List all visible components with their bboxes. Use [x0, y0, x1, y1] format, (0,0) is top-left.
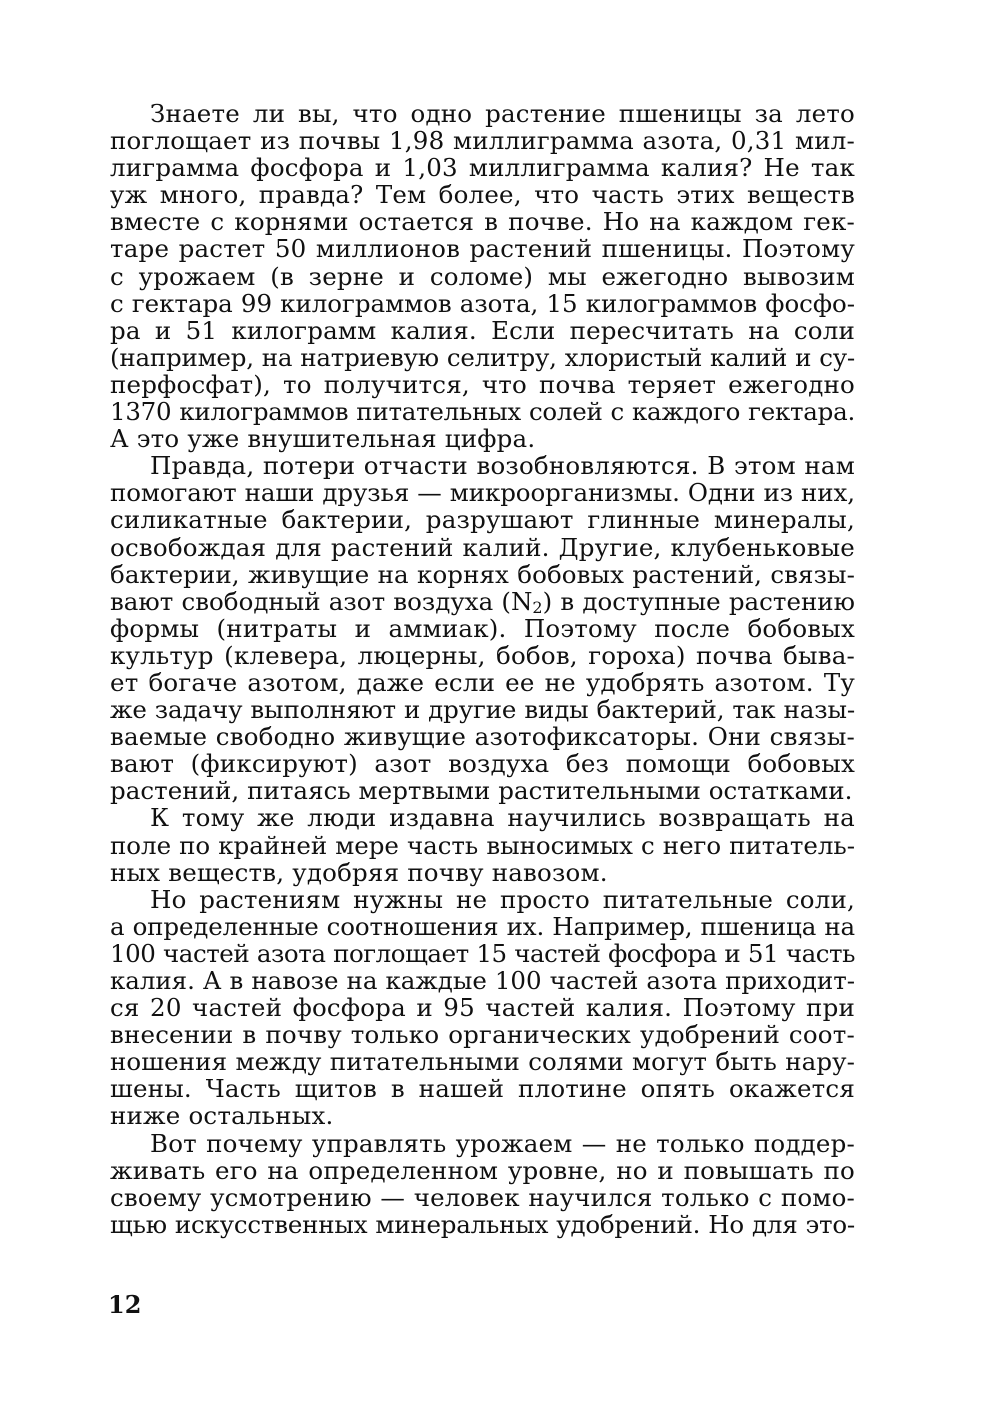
text-segment: ) в доступные растению [542, 586, 855, 616]
text-line: бактерии, живущие на корнях бобовых растений, связы- [110, 559, 855, 589]
text-line: формы (нитраты и аммиак). Поэтому после бобовых [110, 613, 855, 643]
text-line: 100 частей азота поглощает 15 частей фосфора и 51 часть [110, 938, 855, 968]
text-line: а определенные соотношения их. Например, пшеница на [110, 911, 855, 941]
text-line: ваемые свободно живущие азотофиксаторы. Они связы- [110, 722, 855, 752]
paragraph-1 [110, 100, 855, 452]
text-line: вместе с корнями остается в почве. Но на каждом гек- [110, 207, 855, 237]
text-line: ношения между питательными солями могут быть нару- [110, 1047, 855, 1077]
page-body [110, 100, 855, 1238]
text-line: ниже остальных. [110, 1101, 334, 1131]
text-line: ся 20 частей фосфора и 95 частей калия. Поэтому при [110, 993, 855, 1023]
text-line: Правда, потери отчасти возобновляются. В этом нам [150, 451, 855, 481]
text-line: с гектара 99 килограммов азота, 15 килограммов фосфо- [110, 288, 855, 318]
text-line: поле по крайней мере часть выносимых с него питатель- [110, 830, 855, 860]
paragraph-4 [110, 886, 855, 1130]
paragraph-3 [110, 804, 855, 885]
text-line: ра и 51 килограмм калия. Если пересчитать на соли [110, 315, 855, 345]
text-line: ных веществ, удобряя почву навозом. [110, 857, 608, 887]
text-line: с урожаем (в зерне и соломе) мы ежегодно вывозим [110, 261, 855, 291]
text-line: культур (клевера, люцерны, бобов, гороха) почва быва- [110, 640, 855, 670]
text-line: помогают наши друзья — микроорганизмы. Одни из них, [110, 478, 855, 508]
text-line: ет богаче азотом, даже если ее не удобрять азотом. Ту [110, 667, 855, 697]
text-line: уж много, правда? Тем более, что часть этих веществ [110, 180, 855, 210]
text-line: внесении в почву только органических удобрений соот- [110, 1020, 855, 1050]
text-line: К тому же люди издавна научились возвращать на [150, 803, 855, 833]
page-number: 12 [108, 1290, 142, 1319]
text-line-with-formula [110, 588, 855, 615]
text-line: Но растениям нужны не просто питательные соли, [150, 884, 855, 914]
text-line: щью искусственных минеральных удобрений. Но для это- [110, 1209, 855, 1239]
text-line: живать его на определенном уровне, но и повышать по [110, 1155, 855, 1185]
text-line: таре растет 50 миллионов растений пшеницы. Поэтому [110, 234, 855, 264]
text-line: калия. А в навозе на каждые 100 частей азота приходит- [110, 966, 855, 995]
text-line: Вот почему управлять урожаем — не только поддер- [150, 1128, 855, 1158]
text-line: (например, на натриевую селитру, хлористый калий и су- [110, 342, 855, 372]
text-line: шены. Часть щитов в нашей плотине опять окажется [110, 1074, 855, 1104]
text-line: 1370 килограммов питательных солей с каждого гектара. [110, 397, 855, 427]
text-line: освобождая для растений калий. Другие, клубеньковые [110, 532, 855, 562]
text-line: вают (фиксируют) азот воздуха без помощи бобовых [110, 749, 855, 779]
paragraph-5 [110, 1130, 855, 1238]
text-line: лиграмма фосфора и 1,03 миллиграмма калия? Не так [110, 153, 855, 183]
text-line: перфосфат), то получится, что почва теряет ежегодно [110, 369, 855, 399]
text-line: силикатные бактерии, разрушают глинные минералы, [110, 505, 855, 535]
formula-subscript: 2 [532, 597, 543, 617]
text-segment: вают свободный азот воздуха (N [110, 586, 533, 616]
text-line: растений, питаясь мертвыми растительными остатками. [110, 776, 853, 806]
text-line: Знаете ли вы, что одно растение пшеницы за лето [150, 99, 855, 128]
text-line: же задачу выполняют и другие виды бактерий, так назы- [110, 695, 855, 725]
text-line: А это уже внушительная цифра. [110, 424, 536, 454]
paragraph-2 [110, 452, 855, 804]
text-line: поглощает из почвы 1,98 миллиграмма азота, 0,31 мил- [110, 126, 855, 156]
text-line: своему усмотрению — человек научился только с помо- [110, 1182, 855, 1212]
